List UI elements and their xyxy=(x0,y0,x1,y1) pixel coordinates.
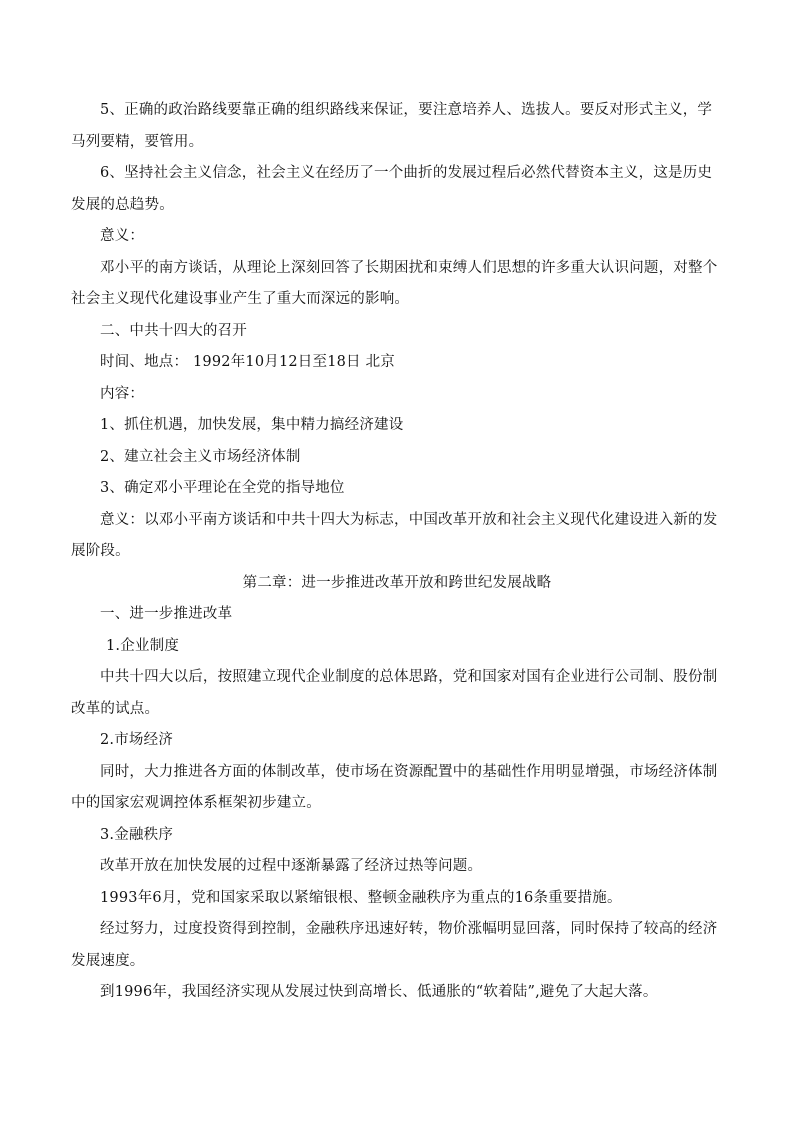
paragraph-finance-2: 1993年6月，党和国家采取以紧缩银根、整顿金融秩序为重点的16条重要措施。 xyxy=(100,889,622,906)
paragraph-significance-2: 意义：以邓小平南方谈话和中共十四大为标志，中国改革开放和社会主义现代化建设进入新的发展阶段。 xyxy=(71,511,718,559)
content-item-3: 3、确定邓小平理论在全党的指导地位 xyxy=(100,480,345,496)
chapter-title: 第二章：进一步推进改革开放和跨世纪发展战略 xyxy=(242,574,552,591)
paragraph-finance-3: 经过努力，过度投资得到控制，金融秩序迅速好转，物价涨幅明显回落，同时保持了较高的经济发展速度。 xyxy=(71,921,718,969)
content-item-2: 2、建立社会主义市场经济体制 xyxy=(100,448,301,465)
subheading-market: 2.市场经济 xyxy=(100,732,174,748)
paragraph-point-5: 5、正确的政治路线要靠正确的组织路线来保证，要注意培养人、选拔人。要反对形式主义，学马列要精，要管用。 xyxy=(71,102,713,150)
subheading-finance: 3.金融秩序 xyxy=(100,826,174,843)
significance-label: 意义： xyxy=(100,228,145,244)
section-heading-congress: 二、中共十四大的召开 xyxy=(100,322,247,339)
time-place-line: 时间、地点： 1992年10月12日至18日 北京 xyxy=(100,354,395,370)
content-label: 内容： xyxy=(100,385,145,402)
paragraph-market: 同时，大力推进各方面的体制改革，使市场在资源配置中的基础性作用明显增强，市场经济体制中的国家宏观调控体系框架初步建立。 xyxy=(71,763,718,811)
document-body xyxy=(71,95,723,1009)
paragraph-finance-1: 改革开放在加快发展的过程中逐渐暴露了经济过热等问题。 xyxy=(100,858,483,874)
paragraph-significance: 邓小平的南方谈话，从理论上深刻回答了长期困扰和束缚人们思想的许多重大认识问题，对整个社会主义现代化建设事业产生了重大而深远的影响。 xyxy=(71,259,718,307)
paragraph-enterprise: 中共十四大以后，按照建立现代企业制度的总体思路，党和国家对国有企业进行公司制、股份制改革的试点。 xyxy=(71,669,718,717)
content-item-1: 1、抓住机遇，加快发展，集中精力搞经济建设 xyxy=(100,417,404,433)
subheading-enterprise: 1.企业制度 xyxy=(106,637,180,654)
paragraph-finance-4: 到1996年，我国经济实现从发展过快到高增长、低通胀的“软着陆”,避免了大起大落。 xyxy=(100,984,658,1000)
paragraph-point-6: 6、坚持社会主义信念，社会主义在经历了一个曲折的发展过程后必然代替资本主义，这是历史发展的总趋势。 xyxy=(71,165,713,213)
section-heading-reform: 一、进一步推进改革 xyxy=(100,606,233,622)
